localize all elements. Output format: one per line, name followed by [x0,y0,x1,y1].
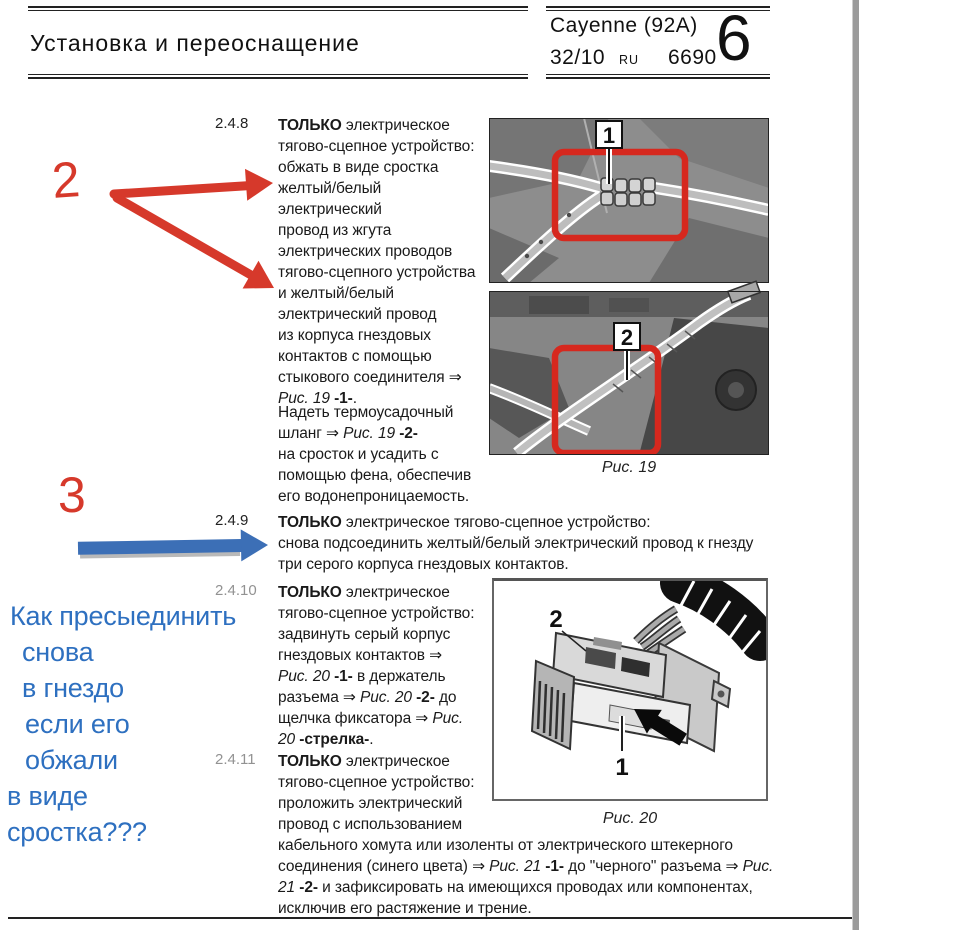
text-line: в виде [7,781,88,811]
figure-19-caption: Рис. 19 [601,459,657,476]
figure-20-caption: Рис. 20 [602,810,658,827]
text-line: тягово-сцепное устройство: [278,605,475,622]
text-line: кабельного хомута или изоленты от электрического штекерного [278,837,733,854]
figure-19-label-1: 1 [602,123,616,148]
section-2-4-10-paragraph [278,582,474,750]
section-2-4-9-paragraph [278,512,753,575]
text-line: электрический провод [278,306,437,323]
text-line: 20 -стрелка-. [278,731,374,748]
text-line: электрических проводов [278,243,453,260]
figure-19-image [489,118,769,455]
figure-20-label-2: 2 [549,606,563,633]
red-annotation-number-2: 2 [50,151,82,209]
section-2-4-8-paragraph-2 [278,402,471,507]
text-line: снова подсоединить желтый/белый электрический провод к гнезду [278,535,754,552]
text-line: щелчка фиксатора ⇒ Рис. [278,710,464,727]
header-model: Cayenne (92A) [550,14,698,37]
red-annotation-number-3: 3 [58,467,86,523]
figure-19-top-photo [489,118,769,283]
figure-19-bottom-photo [489,281,769,455]
text-line: стыкового соединителя ⇒ [278,369,462,386]
page-title: Установка и переоснащение [30,30,360,56]
section-number-2-4-11: 2.4.11 [215,751,256,768]
header-rule [28,77,528,79]
text-line: тягово-сцепное устройство: [278,774,475,791]
text-line: контактов с помощью [278,348,432,365]
text-line: тягово-сцепного устройства [278,264,476,281]
header-issue: 32/10 [550,46,606,69]
text-line: тягово-сцепное устройство: [278,138,475,155]
text-line: ТОЛЬКО электрическое [278,753,450,770]
section-number-2-4-8: 2.4.8 [215,115,249,132]
red-arrows-icon [100,160,290,300]
text-line: исключив его растяжение и трение. [278,900,532,917]
section-number-2-4-9: 2.4.9 [215,512,249,529]
text-line: из корпуса гнездовых [278,327,431,344]
page-bottom-rule [8,917,852,919]
text-line: и желтый/белый [278,285,394,302]
figure-20-image [494,581,766,799]
text-line: Надеть термоусадочный [278,404,454,421]
section-number-2-4-10: 2.4.10 [215,582,257,599]
figure-20-frame [492,578,768,801]
text-line: на сросток и усадить с [278,446,439,463]
header-rule [28,74,528,75]
text-line: ТОЛЬКО электрическое тягово-сцепное устройство: [278,514,651,531]
text-line: желтый/белый [278,180,382,197]
text-line: Как пресыединить [10,601,237,631]
text-line: 21 -2- и зафиксировать на имеющихся проводах или компонентах, [278,879,753,896]
text-line: снова [22,637,94,667]
section-2-4-8-paragraph-1 [278,115,475,409]
header-doc-number: 6690 [668,46,717,69]
vertical-scrollbar[interactable] [852,0,859,930]
text-line: если его [25,709,130,739]
header-rule [28,6,528,8]
text-line: разъема ⇒ Рис. 20 -2- до [278,689,457,706]
header-chapter-number: 6 [716,2,752,74]
header-rule [546,77,770,79]
text-line: провод из жгута [278,222,392,239]
text-line: ТОЛЬКО электрическое [278,584,450,601]
text-line: Рис. 19 -1-. [278,390,357,407]
text-line: Рис. 20 -1- в держатель [278,668,446,685]
text-line: провод с использованием [278,816,463,833]
text-line: в гнездо [22,673,124,703]
text-line: три серого корпуса гнездовых контактов. [278,556,569,573]
text-line: соединения (синего цвета) ⇒ Рис. 21 -1- до "черного" разъема ⇒ Рис. [278,858,774,875]
text-line: гнездовых контактов ⇒ [278,647,442,664]
text-line: помощью фена, обеспечив [278,467,472,484]
text-line: электрический [278,201,382,218]
figure-19-label-2: 2 [620,325,634,350]
blue-annotation-note [0,598,236,850]
text-line: обжали [25,745,118,775]
text-line: шланг ⇒ Рис. 19 -2- [278,425,418,442]
header-language: RU [619,53,640,67]
blue-arrow-icon [70,525,280,570]
text-line: проложить электрический [278,795,463,812]
text-line: его водонепроницаемость. [278,488,470,505]
text-line: задвинуть серый корпус [278,626,451,643]
header-rule [28,10,528,11]
figure-20-label-1: 1 [615,754,629,781]
text-line: ТОЛЬКО электрическое [278,117,450,134]
header-rule [546,74,770,75]
text-line: обжать в виде сростка [278,159,439,176]
text-line: сростка??? [7,817,147,847]
